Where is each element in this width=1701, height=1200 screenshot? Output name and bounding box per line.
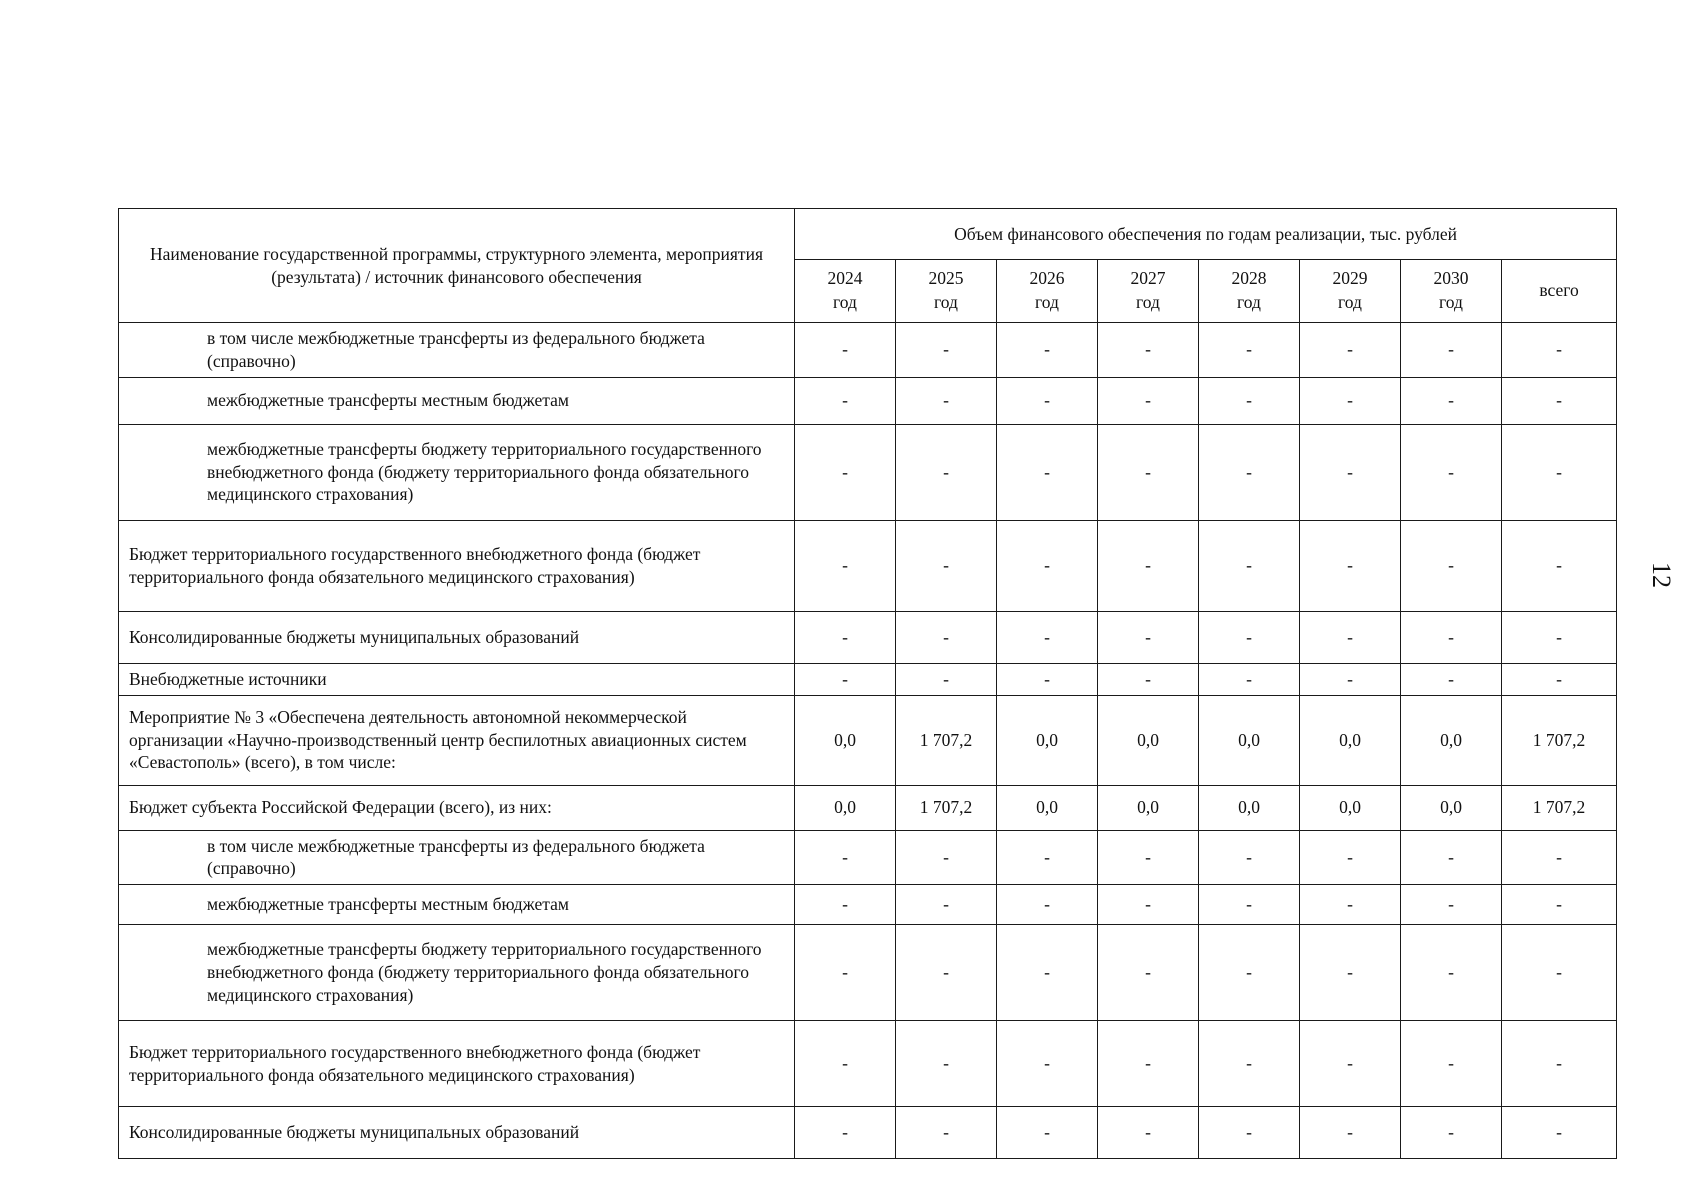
value-cell: - <box>1199 925 1300 1021</box>
header-year-2027 <box>1098 260 1199 323</box>
financing-table <box>118 208 1617 1159</box>
row-name-cell: Бюджет территориального государственного внебюджетного фонда (бюджет территориального фонда обязательного медицинского страхования) <box>119 1021 795 1107</box>
header-year-value: 2027 <box>1130 268 1166 289</box>
table-row <box>119 830 1617 885</box>
value-cell: - <box>1300 925 1401 1021</box>
total-cell: - <box>1502 323 1617 378</box>
table-row <box>119 663 1617 695</box>
header-year-unit: год <box>1035 292 1059 312</box>
value-cell: - <box>1098 424 1199 520</box>
row-name-cell: межбюджетные трансферты местным бюджетам <box>119 377 795 424</box>
header-year-unit: год <box>1338 292 1362 312</box>
value-cell: - <box>795 925 896 1021</box>
value-cell: 0,0 <box>1300 785 1401 830</box>
value-cell: - <box>795 885 896 925</box>
value-cell: - <box>896 885 997 925</box>
value-cell: - <box>1199 424 1300 520</box>
value-cell: - <box>1098 1107 1199 1159</box>
value-cell: 0,0 <box>997 695 1098 785</box>
header-year-value: 2025 <box>928 268 964 289</box>
value-cell: 1 707,2 <box>896 695 997 785</box>
value-cell: - <box>896 424 997 520</box>
value-cell: - <box>1401 377 1502 424</box>
total-cell: - <box>1502 520 1617 611</box>
value-cell: - <box>997 925 1098 1021</box>
total-cell: - <box>1502 925 1617 1021</box>
total-cell: - <box>1502 1021 1617 1107</box>
value-cell: - <box>997 323 1098 378</box>
value-cell: - <box>1199 663 1300 695</box>
header-year-unit: год <box>1439 292 1463 312</box>
value-cell: 0,0 <box>1199 785 1300 830</box>
value-cell: - <box>896 323 997 378</box>
row-name-cell: Бюджет субъекта Российской Федерации (всего), из них: <box>119 785 795 830</box>
value-cell: - <box>1098 377 1199 424</box>
header-year-value: 2026 <box>1029 268 1065 289</box>
value-cell: 0,0 <box>1098 695 1199 785</box>
value-cell: - <box>896 925 997 1021</box>
value-cell: - <box>1401 323 1502 378</box>
value-cell: - <box>795 424 896 520</box>
total-cell: - <box>1502 1107 1617 1159</box>
value-cell: - <box>1098 520 1199 611</box>
header-year-2025 <box>896 260 997 323</box>
value-cell: - <box>1401 830 1502 885</box>
value-cell: - <box>1199 377 1300 424</box>
total-cell: - <box>1502 885 1617 925</box>
header-year-unit: год <box>934 292 958 312</box>
value-cell: - <box>1300 885 1401 925</box>
row-name-cell: межбюджетные трансферты бюджету территориального государственного внебюджетного фонда (бюджету территориального фонда обязательного медицинского страхования) <box>119 925 795 1021</box>
value-cell: - <box>795 1107 896 1159</box>
value-cell: - <box>1098 885 1199 925</box>
value-cell: - <box>1300 424 1401 520</box>
header-year-value: 2024 <box>827 268 863 289</box>
header-year-2030 <box>1401 260 1502 323</box>
row-name-cell: межбюджетные трансферты местным бюджетам <box>119 885 795 925</box>
value-cell: - <box>997 1021 1098 1107</box>
value-cell: - <box>1098 830 1199 885</box>
value-cell: 0,0 <box>997 785 1098 830</box>
table-row <box>119 377 1617 424</box>
row-name-cell: Консолидированные бюджеты муниципальных образований <box>119 611 795 663</box>
header-year-unit: год <box>1136 292 1160 312</box>
value-cell: 0,0 <box>1199 695 1300 785</box>
total-cell: - <box>1502 377 1617 424</box>
value-cell: - <box>1300 1107 1401 1159</box>
value-cell: - <box>1401 1021 1502 1107</box>
value-cell: - <box>795 1021 896 1107</box>
value-cell: - <box>1300 520 1401 611</box>
value-cell: - <box>1199 611 1300 663</box>
value-cell: - <box>1401 424 1502 520</box>
total-cell: - <box>1502 830 1617 885</box>
total-cell: - <box>1502 424 1617 520</box>
header-year-value: 2030 <box>1433 268 1469 289</box>
row-name-cell: Мероприятие № 3 «Обеспечена деятельность автономной некоммерческой организации «Научно-производственный центр беспилотных авиационных систем «Севастополь» (всего), в том числе: <box>119 695 795 785</box>
header-name-column: Наименование государственной программы, структурного элемента, мероприятия (результата) / источник финансового обеспечения <box>119 209 795 323</box>
value-cell: - <box>1199 830 1300 885</box>
value-cell: - <box>896 611 997 663</box>
value-cell: - <box>1199 323 1300 378</box>
value-cell: - <box>795 520 896 611</box>
header-year-2024 <box>795 260 896 323</box>
header-year-value: 2028 <box>1231 268 1267 289</box>
value-cell: - <box>997 663 1098 695</box>
value-cell: - <box>997 830 1098 885</box>
table-row <box>119 1107 1617 1159</box>
page-number: 12 <box>1647 562 1676 588</box>
value-cell: - <box>1098 1021 1199 1107</box>
value-cell: 0,0 <box>1401 785 1502 830</box>
value-cell: - <box>1098 611 1199 663</box>
value-cell: - <box>1401 611 1502 663</box>
value-cell: - <box>896 1021 997 1107</box>
value-cell: - <box>1300 830 1401 885</box>
value-cell: - <box>997 377 1098 424</box>
value-cell: - <box>1098 323 1199 378</box>
value-cell: - <box>795 663 896 695</box>
row-name-cell: Бюджет территориального государственного внебюджетного фонда (бюджет территориального фонда обязательного медицинского страхования) <box>119 520 795 611</box>
value-cell: - <box>896 830 997 885</box>
value-cell: 0,0 <box>1401 695 1502 785</box>
header-year-value: 2029 <box>1332 268 1368 289</box>
value-cell: - <box>795 830 896 885</box>
total-cell: - <box>1502 611 1617 663</box>
table-row <box>119 925 1617 1021</box>
value-cell: - <box>795 377 896 424</box>
header-year-unit: год <box>833 292 857 312</box>
value-cell: - <box>1300 611 1401 663</box>
value-cell: - <box>1401 520 1502 611</box>
table-row <box>119 885 1617 925</box>
table-row <box>119 520 1617 611</box>
value-cell: - <box>1300 1021 1401 1107</box>
table-header <box>119 209 1617 323</box>
table-row <box>119 611 1617 663</box>
table-row <box>119 695 1617 785</box>
value-cell: - <box>795 611 896 663</box>
value-cell: 1 707,2 <box>896 785 997 830</box>
header-total: всего <box>1502 260 1617 323</box>
value-cell: - <box>1098 663 1199 695</box>
table-row <box>119 323 1617 378</box>
value-cell: - <box>997 520 1098 611</box>
value-cell: 0,0 <box>1300 695 1401 785</box>
header-year-2026 <box>997 260 1098 323</box>
total-cell: 1 707,2 <box>1502 785 1617 830</box>
table-row <box>119 424 1617 520</box>
value-cell: - <box>997 611 1098 663</box>
total-cell: 1 707,2 <box>1502 695 1617 785</box>
value-cell: - <box>896 377 997 424</box>
value-cell: - <box>1300 377 1401 424</box>
value-cell: - <box>795 323 896 378</box>
header-year-2029 <box>1300 260 1401 323</box>
value-cell: - <box>1300 323 1401 378</box>
header-volume-title: Объем финансового обеспечения по годам реализации, тыс. рублей <box>795 209 1617 260</box>
value-cell: - <box>997 885 1098 925</box>
row-name-cell: межбюджетные трансферты бюджету территориального государственного внебюджетного фонда (бюджету территориального фонда обязательного медицинского страхования) <box>119 424 795 520</box>
value-cell: - <box>1401 885 1502 925</box>
value-cell: - <box>1300 663 1401 695</box>
value-cell: - <box>896 663 997 695</box>
row-name-cell: Внебюджетные источники <box>119 663 795 695</box>
row-name-cell: в том числе межбюджетные трансферты из федерального бюджета (справочно) <box>119 830 795 885</box>
value-cell: 0,0 <box>1098 785 1199 830</box>
row-name-cell: в том числе межбюджетные трансферты из федерального бюджета (справочно) <box>119 323 795 378</box>
value-cell: - <box>1199 1107 1300 1159</box>
value-cell: 0,0 <box>795 785 896 830</box>
value-cell: - <box>1401 925 1502 1021</box>
value-cell: 0,0 <box>795 695 896 785</box>
header-year-2028 <box>1199 260 1300 323</box>
row-name-cell: Консолидированные бюджеты муниципальных образований <box>119 1107 795 1159</box>
table-body <box>119 323 1617 1159</box>
value-cell: - <box>896 520 997 611</box>
table-row <box>119 785 1617 830</box>
value-cell: - <box>997 424 1098 520</box>
value-cell: - <box>1098 925 1199 1021</box>
value-cell: - <box>896 1107 997 1159</box>
total-cell: - <box>1502 663 1617 695</box>
table-row <box>119 1021 1617 1107</box>
header-year-unit: год <box>1237 292 1261 312</box>
value-cell: - <box>997 1107 1098 1159</box>
value-cell: - <box>1199 885 1300 925</box>
value-cell: - <box>1199 520 1300 611</box>
value-cell: - <box>1199 1021 1300 1107</box>
value-cell: - <box>1401 1107 1502 1159</box>
value-cell: - <box>1401 663 1502 695</box>
